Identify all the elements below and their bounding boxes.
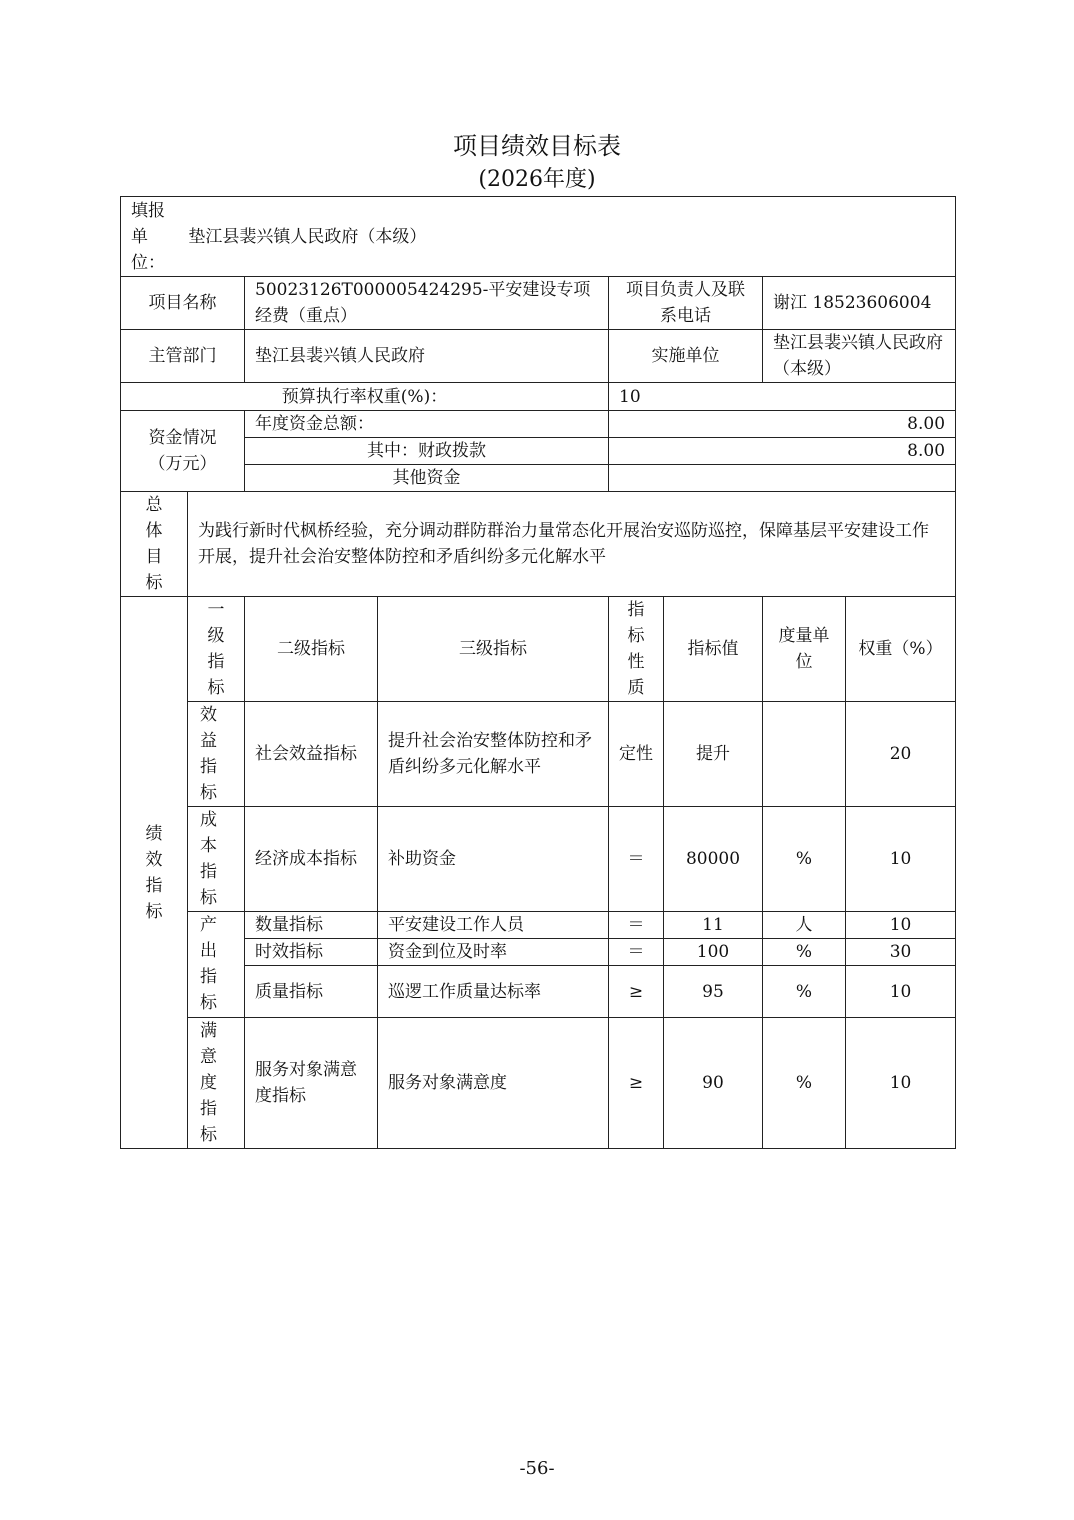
impl-label: 实施单位 <box>609 330 763 383</box>
page-number: -56- <box>519 1458 555 1479</box>
indicator-row <box>121 912 956 939</box>
funds-fiscal-value: 8.00 <box>609 438 956 465</box>
indicator-row <box>121 939 956 966</box>
funds-total-label: 年度资金总额： <box>245 411 609 438</box>
contact-value: 谢江 18523606004 <box>763 277 956 330</box>
contact-label: 项目负责人及联系电话 <box>609 277 763 330</box>
indicator-value: 11 <box>664 912 763 939</box>
level2-indicator: 经济成本指标 <box>245 807 378 912</box>
level2-indicator: 质量指标 <box>245 966 378 1018</box>
header-nature: 指标性质 <box>627 600 645 698</box>
indicator-nature: ＝ <box>609 939 664 966</box>
level3-indicator: 巡逻工作质量达标率 <box>378 966 609 1018</box>
indicator-nature: 定性 <box>609 702 664 807</box>
goal-label: 总体目标 <box>145 495 163 593</box>
indicator-unit: % <box>763 966 846 1018</box>
goal-text: 为践行新时代枫桥经验，充分调动群防群治力量常态化开展治安巡防巡控，保障基层平安建设工作开展，提升社会治安整体防控和矛盾纠纷多元化解水平 <box>188 492 956 597</box>
level2-indicator: 时效指标 <box>245 939 378 966</box>
indicator-value: 90 <box>664 1018 763 1149</box>
header-level1: 一级指标 <box>207 600 225 698</box>
filler-value: 垫江县裴兴镇人民政府（本级） <box>188 226 427 247</box>
indicator-unit: % <box>763 807 846 912</box>
indicator-value: 80000 <box>664 807 763 912</box>
indicator-row <box>121 966 956 1018</box>
indicator-weight: 30 <box>846 939 956 966</box>
header-value: 指标值 <box>664 597 763 702</box>
header-level3: 三级指标 <box>378 597 609 702</box>
level2-indicator: 数量指标 <box>245 912 378 939</box>
level1-indicator: 效益指标 <box>200 705 217 803</box>
funds-other-value <box>609 465 956 492</box>
indicator-weight: 10 <box>846 966 956 1018</box>
funds-fiscal-label: 其中：财政拨款 <box>245 438 609 465</box>
level3-indicator: 资金到位及时率 <box>378 939 609 966</box>
indicator-nature: ＝ <box>609 912 664 939</box>
indicator-unit: % <box>763 939 846 966</box>
level2-indicator: 社会效益指标 <box>245 702 378 807</box>
project-name-value: 50023126T000005424295-平安建设专项经费（重点） <box>245 277 609 330</box>
level1-indicator: 满意度指标 <box>200 1021 217 1145</box>
indicator-row <box>121 1018 956 1149</box>
level3-indicator: 服务对象满意度 <box>378 1018 609 1149</box>
level3-indicator: 平安建设工作人员 <box>378 912 609 939</box>
indicator-nature: ＝ <box>609 807 664 912</box>
header-level2: 二级指标 <box>245 597 378 702</box>
filler-row <box>121 197 956 277</box>
indicator-unit <box>763 702 846 807</box>
header-unit: 度量单位 <box>763 597 846 702</box>
indicator-value: 提升 <box>664 702 763 807</box>
project-name-label: 项目名称 <box>121 277 245 330</box>
indicator-weight: 20 <box>846 702 956 807</box>
indicator-nature: ≥ <box>609 1018 664 1149</box>
indicator-unit: 人 <box>763 912 846 939</box>
budget-weight-label: 预算执行率权重(%)： <box>121 383 609 411</box>
indicator-value: 100 <box>664 939 763 966</box>
funds-total-value: 8.00 <box>609 411 956 438</box>
level1-indicator: 产出指标 <box>200 915 217 1013</box>
level2-indicator: 服务对象满意度指标 <box>245 1018 378 1149</box>
indicator-weight: 10 <box>846 912 956 939</box>
page-title: 项目绩效目标表 <box>453 132 621 160</box>
filler-label: 填报单位： <box>131 200 165 273</box>
impl-value: 垫江县裴兴镇人民政府（本级） <box>763 330 956 383</box>
budget-weight-value: 10 <box>609 383 956 411</box>
level3-indicator: 提升社会治安整体防控和矛盾纠纷多元化解水平 <box>378 702 609 807</box>
indicator-weight: 10 <box>846 1018 956 1149</box>
indicator-row <box>121 807 956 912</box>
header-weight: 权重（%） <box>846 597 956 702</box>
page-subtitle: (2026年度) <box>478 167 596 192</box>
performance-table <box>120 196 956 1149</box>
funds-label <box>121 411 245 492</box>
level3-indicator: 补助资金 <box>378 807 609 912</box>
perf-label: 绩效指标 <box>145 823 163 922</box>
indicator-row <box>121 702 956 807</box>
indicator-weight: 10 <box>846 807 956 912</box>
level1-indicator: 成本指标 <box>200 810 217 908</box>
dept-label: 主管部门 <box>121 330 245 383</box>
funds-label-text: 资金情况（万元） <box>148 428 217 474</box>
indicator-unit: % <box>763 1018 846 1149</box>
indicator-value: 95 <box>664 966 763 1018</box>
indicator-nature: ≥ <box>609 966 664 1018</box>
funds-other-label: 其他资金 <box>245 465 609 492</box>
dept-value: 垫江县裴兴镇人民政府 <box>245 330 609 383</box>
